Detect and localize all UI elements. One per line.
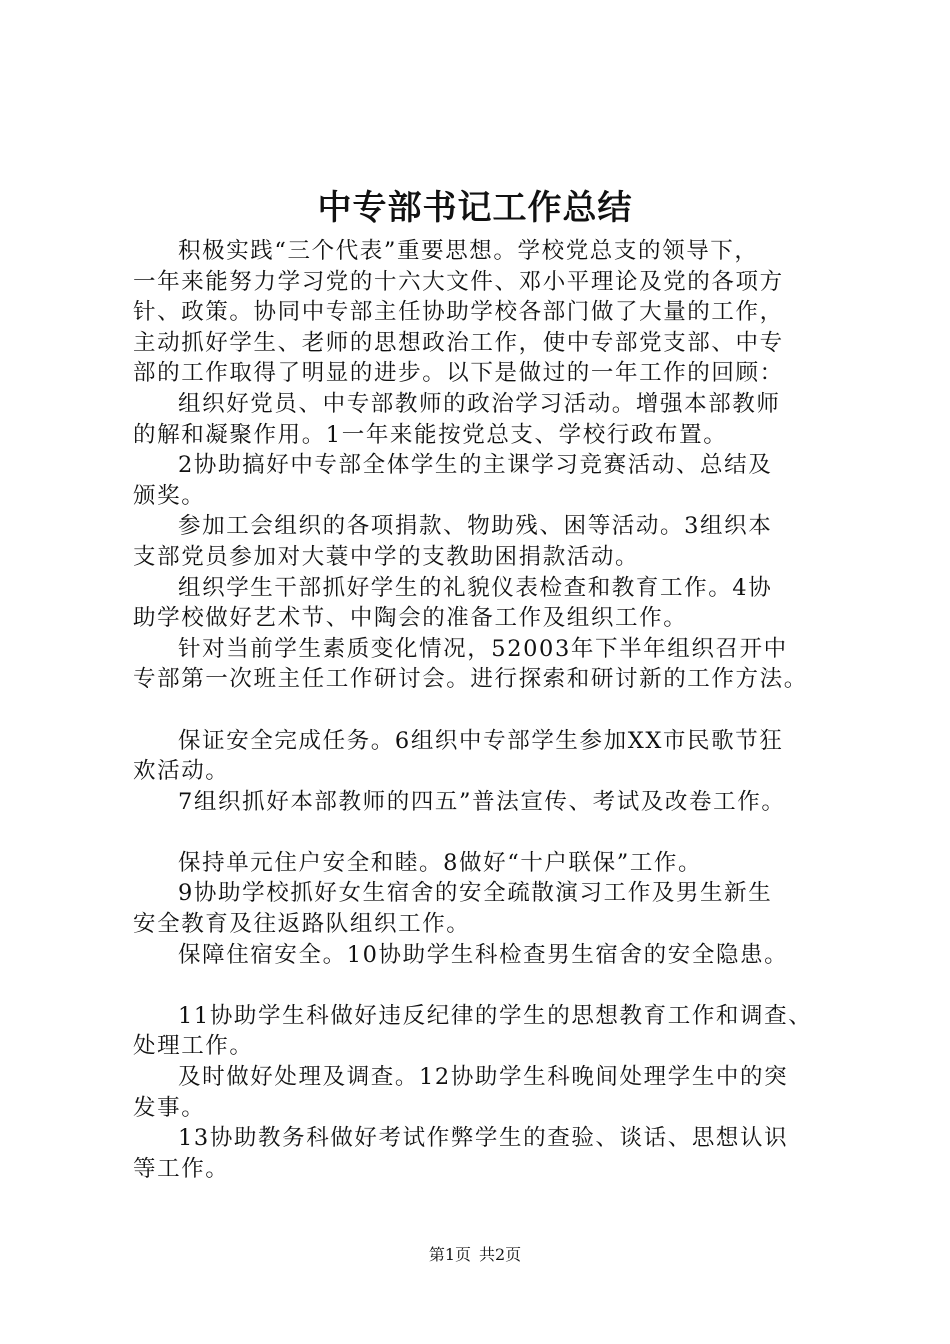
paragraph-item-7: 7组织抓好本部教师的四五”普法宣传、考试及改卷工作。: [178, 788, 786, 815]
paragraph-item-12: 及时做好处理及调查。12协助学生科晚间处理学生中的突 发事。: [133, 1064, 789, 1121]
document-title: 中专部书记工作总结: [317, 188, 633, 228]
paragraph-item-13: 13协助教务科做好考试作弊学生的查验、谈话、思想认识 等工作。: [133, 1125, 789, 1182]
page-footer: [0, 1244, 950, 1266]
paragraph-item-8: 保持单元住户安全和睦。8做好“十户联保”工作。: [178, 849, 703, 876]
paragraph-item-6: 保证安全完成任务。6组织中专部学生参加XX市民歌节狂 欢活动。: [133, 727, 784, 785]
paragraph-item-10: 保障住宿安全。10协助学生科检查男生宿舍的安全隐患。: [178, 941, 789, 968]
paragraph-item-11: 11协助学生科做好违反纪律的学生的思想教育工作和调查、 处理工作。: [133, 1002, 813, 1060]
paragraph-item-9: 9协助学校抓好女生宿舍的安全疏散演习工作及男生新生 安全教育及往返路队组织工作。: [133, 880, 773, 938]
page-total: 共2页: [479, 1245, 522, 1264]
paragraph-intro: 积极实践“三个代表”重要思想。学校党总支的领导下， 一年来能努力学习党的十六大文件、邓小平理论及党的各项方 针、政策。协同中专部主任协助学校各部门做了大量的工作， 主动抓好学生、老师的思想政治工作，使中专部党支部、中专 部的工作取得了明显的进步。以下是做过的一年工作的回顾：: [133, 238, 784, 387]
paragraph-item-3: 参加工会组织的各项捐款、物助残、困等活动。3组织本 支部党员参加对大蓑中学的支教助困捐款活动。: [133, 513, 773, 570]
paragraph-item-5: 针对当前学生素质变化情况，52003年下半年组织召开中 专部第一次班主任工作研讨会。进行探索和研讨新的工作方法。: [133, 635, 808, 693]
document-body: [133, 236, 845, 1184]
page-number: 第1页: [428, 1245, 471, 1264]
paragraph-item-2: 2协助搞好中专部全体学生的主课学习竞赛活动、总结及 颁奖。: [133, 452, 773, 509]
paragraph-item-4: 组织学生干部抓好学生的礼貌仪表检查和教育工作。4协 助学校做好艺术节、中陶会的准备工作及组织工作。: [133, 574, 773, 632]
paragraph-item-1: 组织好党员、中专部教师的政治学习活动。增强本部教师 的解和凝聚作用。1一年来能按党总支、学校行政布置。: [133, 390, 781, 448]
